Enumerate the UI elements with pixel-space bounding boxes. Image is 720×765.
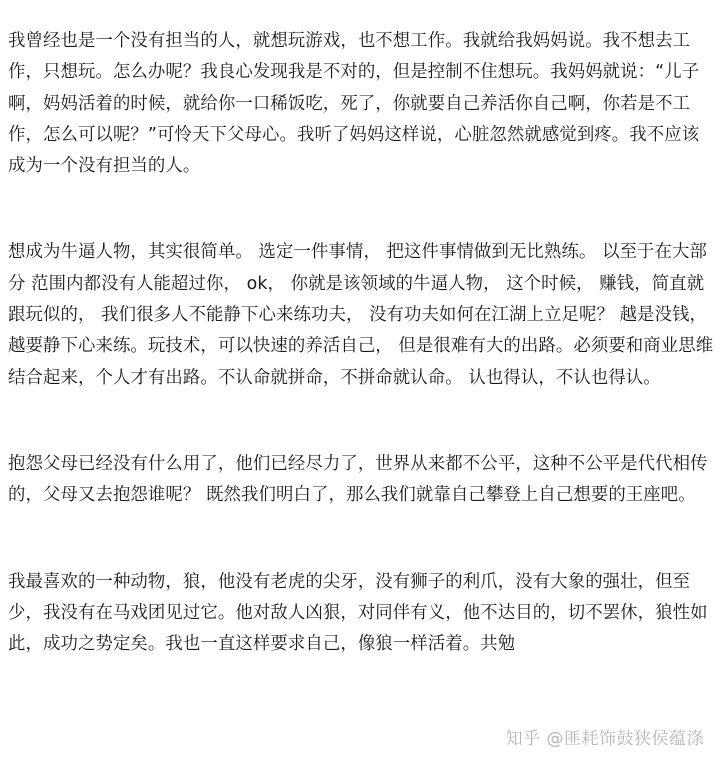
paragraph: 我最喜欢的一种动物，狼，他没有老虎的尖牙，没有狮子的利爪，没有大象的强壮，但至少，我没有在马戏团见过它。他对敌人凶狠，对同伴有义，他不达目的，切不罢休，狼性如此，成功之势定矣。我也一直这样要求自己，像狼一样活着。共勉 (8, 571, 708, 655)
zhihu-watermark: 知乎 @匪耗饰鼓狭侯蕴涤 (505, 729, 704, 749)
paragraph: 我曾经也是一个没有担当的人，就想玩游戏，也不想工作。我就给我妈妈说。我不想去工作，只想玩。怎么办呢？我良心发现我是不对的，但是控制不住想玩。我妈妈就说：“儿子啊，妈妈活着的时候，就给你一口稀饭吃，死了，你就要自己养活你自己啊，你若是不工作，怎么可以呢？”可怜天下父母心。我听了妈妈这样说，心脏忽然就感觉到疼。我不应该成为一个没有担当的人。 (8, 31, 700, 177)
paragraph: 抱怨父母已经没有什么用了，他们已经尽力了，世界从来都不公平，这种不公平是代代相传的，父母又去抱怨谁呢？ 既然我们明白了，那么我们就靠自己攀登上自己想要的王座吧。 (8, 453, 708, 506)
paragraph: 想成为牛逼人物，其实很简单。 选定一件事情， 把这件事情做到无比熟练。 以至于在大部分 范围内都没有人能超过你， ok， 你就是该领域的牛逼人物， 这个时候， 赚钱，简直就跟玩似的， 我们很多人不能静下心来练功夫， 没有功夫如何在江湖上立足呢？ 越是没钱，越要静下心来练。玩技术，可以快速的养活自己， 但是很难有大的出路。必须要和商业思维结合起来，个人才有出路。不认命就拼命，不拼命就认命。 认也得认，不认也得认。 (8, 242, 714, 388)
article-body (8, 26, 714, 660)
